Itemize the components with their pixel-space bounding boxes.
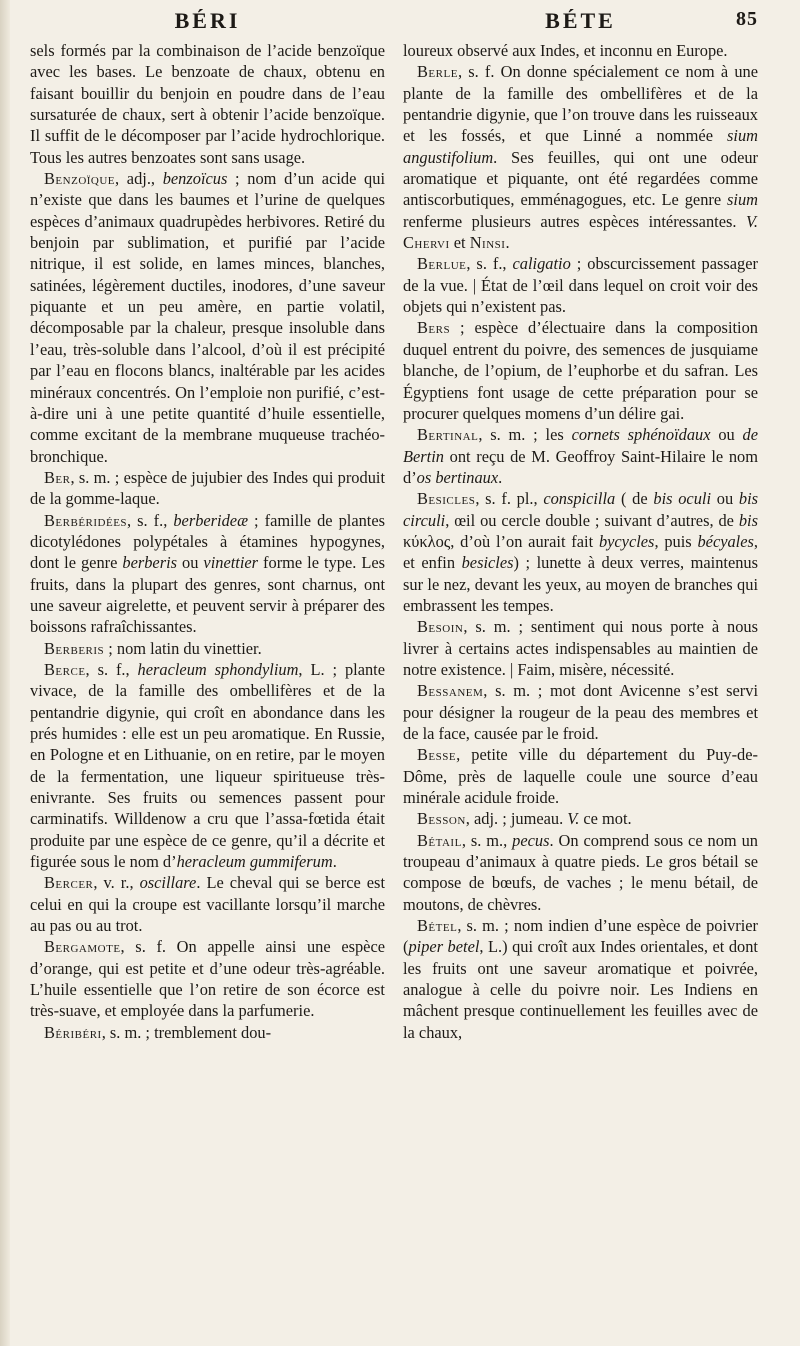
entry-text: , s. m. ; les — [478, 425, 572, 445]
italic-term: caligatio — [512, 254, 571, 274]
left-column-entries — [30, 40, 385, 1043]
entry-text: , s. m. ; sentiment qui nous porte à nous livrer à certains actes indispensables au maintien de notre existence. | Faim, misère, nécessité. — [403, 617, 758, 679]
italic-term: berberideæ — [173, 510, 249, 530]
running-head-word: BÉRI — [174, 8, 241, 33]
italic-term: sium angustifolium — [403, 126, 758, 167]
italic-term: bis circuli — [403, 489, 759, 530]
entry-text: , s. f., — [127, 510, 174, 530]
entry-text: ; espèce d’électuaire dans la composition duquel entrent du poivre, des semences de jusquiame blanche, de l’opium, de l’euphorbe et du safran. Les Égyptiens font usage de cette préparation pour se procurer quelques momens d’un délire gai. — [403, 318, 758, 423]
entry-text: , s. m. ; mot dont Avicenne s’est servi pour désigner la rougeur de la peau des membres et de la face, causée par le froid. — [403, 681, 758, 743]
entry-text: ; famille de plantes dicotylédones polypétales à étamines hypogynes, dont le genre — [30, 510, 385, 573]
italic-term: heracleum gummiferum — [176, 852, 333, 872]
italic-term: oscillare — [139, 873, 197, 893]
italic-term: vinettier — [203, 553, 259, 573]
page-number: 85 — [736, 8, 758, 30]
dictionary-entry — [403, 680, 758, 744]
entry-text: . — [498, 467, 503, 487]
entry-text: , petite ville du département du Puy-de-Dôme, près de laquelle coule une source d’eau minérale acidule froide. — [403, 745, 758, 808]
entry-text: ; nom latin du vinettier. — [104, 638, 262, 658]
italic-term: de Bertin — [403, 425, 758, 466]
entry-headword: Berbéridées — [44, 510, 128, 530]
left-column — [30, 0, 385, 1043]
entry-text: ou — [710, 425, 743, 445]
dictionary-entry — [403, 808, 758, 829]
italic-term: sium — [727, 190, 758, 210]
entry-headword: Berle — [417, 62, 458, 82]
running-head-word: BÉTE — [545, 8, 616, 33]
entry-headword: Béribéri — [44, 1022, 102, 1042]
entry-headword: Besson — [417, 809, 466, 829]
dictionary-entry — [403, 830, 758, 915]
entry-headword: Benzoïque — [44, 169, 116, 189]
entry-text: ce mot. — [579, 809, 632, 829]
entry-text: , puis — [654, 531, 698, 551]
entry-headword: Ninsi — [469, 233, 506, 253]
italic-term: pecus — [512, 830, 550, 850]
entry-text: , adj. ; jumeau. — [465, 809, 568, 829]
page-gutter — [0, 0, 10, 1346]
running-header-right — [403, 0, 758, 40]
entry-text: , et enfin — [403, 531, 759, 573]
entry-text: . On comprend sous ce nom un troupeau d’animaux à quatre pieds. Le gros bétail se compose de bœufs, de vaches ; le menu bétail, de moutons, de chèvres. — [403, 830, 758, 914]
entry-headword: Ber — [44, 467, 71, 487]
entry-text: sels formés par la combinaison de l’acide benzoïque avec les bases. Le benzoate de chaux, obtenu en faisant bouillir du benjoin en poudre dans de l’eau sursaturée de chaux, sert à obtenir l’acide benzoïque. Il suffit de le décomposer par l’acide hydrochlorique. Tous les autres benzoates sont sans usage. — [30, 41, 385, 167]
dictionary-entry — [30, 638, 385, 659]
italic-term: cornets sphénoïdaux — [571, 425, 711, 445]
dictionary-entry — [30, 467, 385, 510]
entry-headword: Bessanem — [417, 681, 484, 701]
entry-headword: Besse — [417, 745, 457, 765]
entry-headword: Bertinal — [417, 425, 479, 445]
entry-headword: Bercer — [44, 873, 94, 893]
entry-text: . — [505, 233, 510, 253]
entry-headword: Berlue — [417, 254, 467, 274]
dictionary-entry — [30, 168, 385, 467]
entry-text: , s. f. pl., — [475, 489, 544, 509]
entry-text: , s. m. ; tremblement dou- — [101, 1022, 272, 1042]
italic-term: besicles — [461, 553, 514, 573]
dictionary-entry — [30, 1022, 385, 1043]
entry-text: , adj., — [115, 169, 163, 189]
entry-text: ont reçu de M. Geoffroy Saint-Hilaire le nom d’ — [403, 446, 758, 487]
entry-text: renferme plusieurs autres espèces intéressantes. — [403, 211, 746, 231]
entry-text: . Le cheval qui se berce est celui en qui la croupe est vacillante lorsqu’il marche au pas ou au trot. — [30, 873, 385, 936]
entry-headword: Bergamote — [44, 937, 121, 957]
italic-term: V. — [746, 211, 758, 231]
dictionary-entry — [403, 317, 758, 424]
dictionary-entry — [403, 488, 758, 616]
entry-text: , s. f. On donne spécialement ce nom à une plante de la famille des ombellifères et de la pentandrie digynie, que l’on trouve dans les ruisseaux et les fossés, et que Linné a nommée — [403, 62, 758, 146]
entry-text: , œil ou cercle double ; suivant d’autres, de — [445, 510, 739, 530]
entry-headword: Besoin — [417, 617, 464, 637]
running-header-left — [30, 0, 385, 40]
dictionary-entry — [30, 510, 385, 638]
dictionary-entry — [30, 936, 385, 1021]
entry-text: ou — [177, 553, 204, 573]
entry-text: , s. m. ; espèce de jujubier des Indes qui produit de la gomme-laque. — [30, 467, 385, 509]
continued-entry — [403, 40, 758, 61]
entry-text: . Ses feuilles, qui ont une odeur aromatique et piquante, ont été regardées comme antiscorbutiques, emménagogues, etc. Le genre — [403, 147, 758, 210]
entry-text: , s. f., — [466, 254, 513, 274]
continued-entry — [30, 40, 385, 168]
dictionary-entry — [403, 61, 758, 253]
entry-text: ou — [711, 489, 739, 509]
italic-term: conspicilla — [543, 489, 616, 509]
right-column-entries — [403, 40, 758, 1043]
entry-text: , s. m., — [461, 830, 513, 850]
entry-headword: Bétail — [417, 830, 462, 850]
entry-text: ; nom d’un acide qui n’existe que dans les baumes et l’urine de quelques espèces d’animaux quadrupèdes herbivores. Retiré du benjoin par sublimation, et purifié par l’acide nitrique, il est solide, en lames minces, blanches, satinées, légèrement ductiles, inodores, d’une saveur piquante et un peu amère, en partie volatil, décomposable par la chaleur, presque insoluble dans l’eau, très-soluble dans l’alcool, d’où il est précipité par l’eau en flocons blancs, inaltérable par les acides minéraux concentrés. On l’emploie non purifié, c’est-à-dire uni à une petite quantité d’huile essentielle, comme excitant de la membrane muqueuse trachéo-bronchique. — [30, 169, 385, 466]
entry-headword: Bétel — [417, 916, 458, 936]
entry-headword: Chervi — [403, 233, 450, 253]
italic-term: bycycles — [598, 531, 655, 551]
dictionary-entry — [30, 872, 385, 936]
entry-text: , L.) qui croît aux Indes orientales, et dont les fruits ont une saveur aromatique et poivrée, analogue à celle du poivre noir. Les Indiens en mâchent presque continuellement les feuilles avec de la chaux, — [403, 937, 758, 1042]
entry-text: ) ; lunette à deux verres, maintenus sur le nez, devant les yeux, au moyen de branches qui embrassent les tempes. — [403, 553, 758, 615]
italic-term: V. — [567, 809, 580, 829]
entry-text: κύκλος, d’où l’on aurait fait — [403, 531, 599, 551]
entry-text: . — [332, 852, 337, 872]
italic-term: benzoïcus — [162, 169, 228, 189]
dictionary-entry — [30, 659, 385, 872]
entry-text: , s. f., — [85, 659, 138, 679]
entry-text: ; obscurcissement passager de la vue. | État de l’œil dans lequel on croit voir des objets qui n’existent pas. — [403, 254, 758, 317]
entry-headword: Berce — [44, 659, 86, 679]
entry-text: ( de — [615, 489, 654, 509]
entry-text: loureux observé aux Indes, et inconnu en Europe. — [403, 41, 728, 60]
entry-text: , v. r., — [93, 873, 140, 893]
italic-term: bis oculi — [653, 489, 712, 509]
entry-headword: Bers — [417, 318, 451, 338]
dictionary-entry — [403, 915, 758, 1043]
entry-text: , s. f. On appelle ainsi une espèce d’orange, qui est petite et d’une odeur très-agréable. L’huile essentielle que l’on retire de son écorce est très-suave, et employée dans la parfumerie. — [30, 937, 385, 1021]
italic-term: bécyales — [697, 531, 754, 551]
italic-term: os bertinaux — [416, 467, 499, 487]
italic-term: piper betel — [408, 937, 480, 957]
dictionary-entry — [403, 253, 758, 317]
italic-term: heracleum sphondylium — [137, 659, 299, 679]
entry-text: , s. m. ; nom indien d’une espèce de poivrier ( — [403, 916, 758, 957]
dictionary-entry — [403, 616, 758, 680]
entry-text: et — [449, 233, 470, 253]
dictionary-entry — [403, 424, 758, 488]
entry-text: , L. ; plante vivace, de la famille des ombellifères et de la pentandrie digynie, qui croît en abondance dans les prés humides : elle est un peu aromatique. En Russie, en Pologne et en Lithuanie, on en retire, par le moyen de la fermentation, une liqueur spiritueuse très-enivrante. Ses fruits ou semences passent pour carminatifs. Willdenow a cru que l’assa-fœtida était produite par une espèce de ce genre, qu’il a décrite et figurée sous le nom d’ — [30, 659, 385, 872]
entry-headword: Berberis — [44, 638, 105, 658]
entry-headword: Besicles — [417, 489, 476, 509]
italic-term: berberis — [122, 553, 178, 573]
right-column — [403, 0, 758, 1043]
dictionary-entry — [403, 744, 758, 808]
italic-term: bis — [738, 510, 758, 530]
entry-text: forme le type. Les fruits, dans la plupart des genres, sont charnus, ont une saveur aigrelette, et peuvent servir à préparer des boissons rafraîchissantes. — [30, 553, 385, 637]
